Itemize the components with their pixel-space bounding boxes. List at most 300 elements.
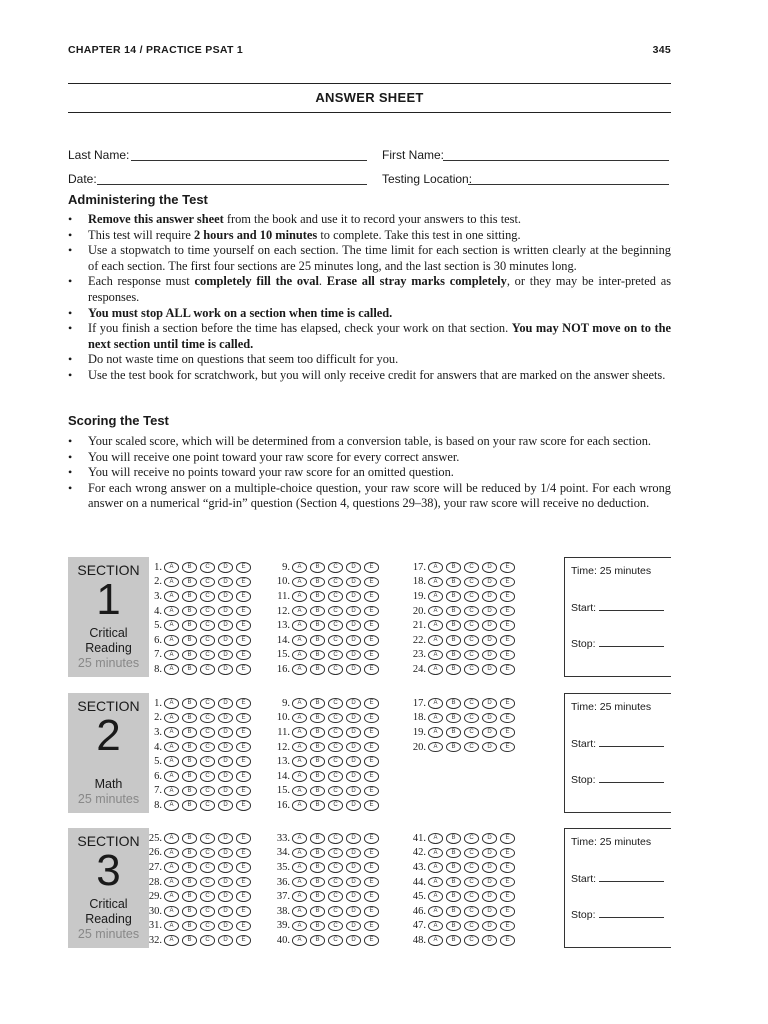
answer-bubble[interactable]: A <box>428 577 443 588</box>
answer-bubble[interactable]: A <box>164 562 179 573</box>
answer-bubble[interactable]: E <box>500 848 515 859</box>
answer-bubble[interactable]: C <box>200 833 215 844</box>
answer-bubble[interactable]: A <box>428 650 443 661</box>
answer-bubble[interactable]: B <box>182 862 197 873</box>
answer-bubble[interactable]: E <box>500 713 515 724</box>
answer-bubble[interactable]: A <box>292 698 307 709</box>
answer-bubble[interactable]: A <box>428 620 443 631</box>
answer-bubble[interactable]: A <box>292 756 307 767</box>
answer-bubble[interactable]: C <box>328 650 343 661</box>
answer-bubble[interactable]: E <box>236 650 251 661</box>
answer-bubble[interactable]: D <box>218 650 233 661</box>
answer-bubble[interactable]: D <box>346 935 361 946</box>
answer-bubble[interactable]: B <box>182 935 197 946</box>
answer-bubble[interactable]: B <box>310 606 325 617</box>
answer-bubble[interactable]: E <box>364 771 379 782</box>
answer-bubble[interactable]: D <box>482 698 497 709</box>
answer-bubble[interactable]: B <box>446 742 461 753</box>
answer-bubble[interactable]: C <box>464 620 479 631</box>
answer-bubble[interactable]: D <box>218 906 233 917</box>
answer-bubble[interactable]: A <box>164 650 179 661</box>
answer-bubble[interactable]: A <box>292 650 307 661</box>
answer-bubble[interactable]: E <box>364 921 379 932</box>
answer-bubble[interactable]: B <box>310 698 325 709</box>
answer-bubble[interactable]: E <box>364 727 379 738</box>
answer-bubble[interactable]: B <box>446 562 461 573</box>
answer-bubble[interactable]: A <box>292 713 307 724</box>
answer-bubble[interactable]: E <box>500 606 515 617</box>
answer-bubble[interactable]: B <box>310 577 325 588</box>
answer-bubble[interactable]: E <box>500 698 515 709</box>
answer-bubble[interactable]: A <box>164 713 179 724</box>
answer-bubble[interactable]: A <box>428 591 443 602</box>
answer-bubble[interactable]: A <box>428 877 443 888</box>
answer-bubble[interactable]: C <box>464 833 479 844</box>
answer-bubble[interactable]: C <box>464 727 479 738</box>
answer-bubble[interactable]: A <box>428 833 443 844</box>
answer-bubble[interactable]: E <box>236 833 251 844</box>
answer-bubble[interactable]: C <box>200 891 215 902</box>
start-field[interactable] <box>599 736 664 747</box>
answer-bubble[interactable]: E <box>500 562 515 573</box>
answer-bubble[interactable]: B <box>310 650 325 661</box>
answer-bubble[interactable]: D <box>482 848 497 859</box>
answer-bubble[interactable]: E <box>364 786 379 797</box>
answer-bubble[interactable]: C <box>464 935 479 946</box>
answer-bubble[interactable]: C <box>328 727 343 738</box>
answer-bubble[interactable]: C <box>464 877 479 888</box>
answer-bubble[interactable]: C <box>464 591 479 602</box>
answer-bubble[interactable]: D <box>346 577 361 588</box>
answer-bubble[interactable]: A <box>428 664 443 675</box>
answer-bubble[interactable]: A <box>164 786 179 797</box>
answer-bubble[interactable]: E <box>236 713 251 724</box>
answer-bubble[interactable]: A <box>164 862 179 873</box>
answer-bubble[interactable]: A <box>428 891 443 902</box>
answer-bubble[interactable]: A <box>164 771 179 782</box>
answer-bubble[interactable]: E <box>236 727 251 738</box>
answer-bubble[interactable]: B <box>446 833 461 844</box>
answer-bubble[interactable]: D <box>482 591 497 602</box>
answer-bubble[interactable]: B <box>182 698 197 709</box>
answer-bubble[interactable]: C <box>464 650 479 661</box>
answer-bubble[interactable]: E <box>364 577 379 588</box>
answer-bubble[interactable]: B <box>310 833 325 844</box>
answer-bubble[interactable]: D <box>346 771 361 782</box>
answer-bubble[interactable]: B <box>310 848 325 859</box>
answer-bubble[interactable]: B <box>182 771 197 782</box>
answer-bubble[interactable]: D <box>482 862 497 873</box>
answer-bubble[interactable]: E <box>364 862 379 873</box>
answer-bubble[interactable]: B <box>446 698 461 709</box>
answer-bubble[interactable]: C <box>328 606 343 617</box>
answer-bubble[interactable]: C <box>200 562 215 573</box>
start-field[interactable] <box>599 871 664 882</box>
answer-bubble[interactable]: A <box>164 848 179 859</box>
answer-bubble[interactable]: A <box>292 891 307 902</box>
answer-bubble[interactable]: C <box>464 906 479 917</box>
answer-bubble[interactable]: D <box>346 650 361 661</box>
answer-bubble[interactable]: A <box>428 935 443 946</box>
answer-bubble[interactable]: C <box>328 935 343 946</box>
answer-bubble[interactable]: B <box>182 664 197 675</box>
answer-bubble[interactable]: D <box>346 606 361 617</box>
answer-bubble[interactable]: E <box>236 756 251 767</box>
answer-bubble[interactable]: C <box>464 862 479 873</box>
answer-bubble[interactable]: B <box>182 620 197 631</box>
answer-bubble[interactable]: B <box>446 664 461 675</box>
answer-bubble[interactable]: D <box>482 921 497 932</box>
answer-bubble[interactable]: B <box>446 848 461 859</box>
answer-bubble[interactable]: D <box>218 771 233 782</box>
answer-bubble[interactable]: B <box>446 862 461 873</box>
answer-bubble[interactable]: C <box>328 620 343 631</box>
answer-bubble[interactable]: A <box>164 606 179 617</box>
answer-bubble[interactable]: A <box>292 606 307 617</box>
answer-bubble[interactable]: B <box>310 620 325 631</box>
answer-bubble[interactable]: D <box>346 906 361 917</box>
answer-bubble[interactable]: C <box>200 877 215 888</box>
answer-bubble[interactable]: B <box>182 650 197 661</box>
answer-bubble[interactable]: C <box>200 664 215 675</box>
answer-bubble[interactable]: E <box>364 650 379 661</box>
answer-bubble[interactable]: D <box>346 620 361 631</box>
answer-bubble[interactable]: D <box>482 833 497 844</box>
answer-bubble[interactable]: E <box>364 742 379 753</box>
answer-bubble[interactable]: D <box>218 562 233 573</box>
answer-bubble[interactable]: E <box>364 620 379 631</box>
answer-bubble[interactable]: D <box>482 906 497 917</box>
stop-field[interactable] <box>599 636 664 647</box>
answer-bubble[interactable]: E <box>364 713 379 724</box>
answer-bubble[interactable]: A <box>428 713 443 724</box>
answer-bubble[interactable]: A <box>428 921 443 932</box>
answer-bubble[interactable]: B <box>182 606 197 617</box>
answer-bubble[interactable]: A <box>164 591 179 602</box>
answer-bubble[interactable]: D <box>482 891 497 902</box>
answer-bubble[interactable]: D <box>218 833 233 844</box>
answer-bubble[interactable]: B <box>310 713 325 724</box>
answer-bubble[interactable]: E <box>500 664 515 675</box>
answer-bubble[interactable]: B <box>446 606 461 617</box>
answer-bubble[interactable]: E <box>236 877 251 888</box>
answer-bubble[interactable]: E <box>364 635 379 646</box>
answer-bubble[interactable]: D <box>346 800 361 811</box>
answer-bubble[interactable]: B <box>310 664 325 675</box>
answer-bubble[interactable]: C <box>200 848 215 859</box>
answer-bubble[interactable]: B <box>310 935 325 946</box>
answer-bubble[interactable]: A <box>292 742 307 753</box>
answer-bubble[interactable]: B <box>310 591 325 602</box>
answer-bubble[interactable]: E <box>500 862 515 873</box>
answer-bubble[interactable]: D <box>482 935 497 946</box>
answer-bubble[interactable]: A <box>164 742 179 753</box>
answer-bubble[interactable]: C <box>328 786 343 797</box>
answer-bubble[interactable]: C <box>328 862 343 873</box>
answer-bubble[interactable]: A <box>292 635 307 646</box>
answer-bubble[interactable]: D <box>346 742 361 753</box>
answer-bubble[interactable]: B <box>446 591 461 602</box>
answer-bubble[interactable]: C <box>328 800 343 811</box>
answer-bubble[interactable]: D <box>346 756 361 767</box>
answer-bubble[interactable]: B <box>446 906 461 917</box>
answer-bubble[interactable]: E <box>236 891 251 902</box>
answer-bubble[interactable]: E <box>236 635 251 646</box>
answer-bubble[interactable]: C <box>200 635 215 646</box>
answer-bubble[interactable]: D <box>346 727 361 738</box>
answer-bubble[interactable]: E <box>236 698 251 709</box>
answer-bubble[interactable]: D <box>218 620 233 631</box>
answer-bubble[interactable]: E <box>236 862 251 873</box>
answer-bubble[interactable]: A <box>164 698 179 709</box>
answer-bubble[interactable]: D <box>482 620 497 631</box>
answer-bubble[interactable]: E <box>364 664 379 675</box>
answer-bubble[interactable]: A <box>292 577 307 588</box>
answer-bubble[interactable]: A <box>164 921 179 932</box>
answer-bubble[interactable]: B <box>182 877 197 888</box>
answer-bubble[interactable]: A <box>164 756 179 767</box>
answer-bubble[interactable]: E <box>364 848 379 859</box>
answer-bubble[interactable]: A <box>164 833 179 844</box>
answer-bubble[interactable]: B <box>182 713 197 724</box>
answer-bubble[interactable]: D <box>346 921 361 932</box>
answer-bubble[interactable]: C <box>464 848 479 859</box>
answer-bubble[interactable]: C <box>328 577 343 588</box>
answer-bubble[interactable]: D <box>346 833 361 844</box>
answer-bubble[interactable]: D <box>482 635 497 646</box>
answer-bubble[interactable]: A <box>164 800 179 811</box>
answer-bubble[interactable]: B <box>310 786 325 797</box>
answer-bubble[interactable]: B <box>182 921 197 932</box>
answer-bubble[interactable]: B <box>446 635 461 646</box>
answer-bubble[interactable]: B <box>310 800 325 811</box>
answer-bubble[interactable]: C <box>200 921 215 932</box>
answer-bubble[interactable]: D <box>482 877 497 888</box>
answer-bubble[interactable]: E <box>236 771 251 782</box>
answer-bubble[interactable]: E <box>236 921 251 932</box>
answer-bubble[interactable]: E <box>364 606 379 617</box>
answer-bubble[interactable]: D <box>346 862 361 873</box>
answer-bubble[interactable]: E <box>500 921 515 932</box>
answer-bubble[interactable]: C <box>328 906 343 917</box>
answer-bubble[interactable]: E <box>500 635 515 646</box>
answer-bubble[interactable]: B <box>310 877 325 888</box>
answer-bubble[interactable]: C <box>200 771 215 782</box>
answer-bubble[interactable]: A <box>164 727 179 738</box>
answer-bubble[interactable]: C <box>464 698 479 709</box>
date-field[interactable] <box>97 184 367 185</box>
answer-bubble[interactable]: C <box>200 577 215 588</box>
answer-bubble[interactable]: C <box>328 848 343 859</box>
answer-bubble[interactable]: A <box>164 877 179 888</box>
answer-bubble[interactable]: A <box>164 891 179 902</box>
answer-bubble[interactable]: C <box>200 606 215 617</box>
answer-bubble[interactable]: E <box>500 591 515 602</box>
answer-bubble[interactable]: C <box>200 906 215 917</box>
stop-field[interactable] <box>599 772 664 783</box>
answer-bubble[interactable]: C <box>328 635 343 646</box>
answer-bubble[interactable]: B <box>182 800 197 811</box>
answer-bubble[interactable]: E <box>364 877 379 888</box>
answer-bubble[interactable]: A <box>428 606 443 617</box>
answer-bubble[interactable]: C <box>328 921 343 932</box>
testing-location-field[interactable] <box>468 184 669 185</box>
answer-bubble[interactable]: A <box>292 786 307 797</box>
answer-bubble[interactable]: A <box>428 742 443 753</box>
answer-bubble[interactable]: B <box>182 591 197 602</box>
answer-bubble[interactable]: A <box>292 620 307 631</box>
answer-bubble[interactable]: A <box>164 906 179 917</box>
answer-bubble[interactable]: C <box>464 713 479 724</box>
answer-bubble[interactable]: B <box>310 921 325 932</box>
answer-bubble[interactable]: C <box>328 562 343 573</box>
answer-bubble[interactable]: B <box>182 906 197 917</box>
answer-bubble[interactable]: D <box>346 635 361 646</box>
answer-bubble[interactable]: A <box>292 877 307 888</box>
answer-bubble[interactable]: B <box>446 921 461 932</box>
answer-bubble[interactable]: B <box>182 891 197 902</box>
answer-bubble[interactable]: A <box>292 664 307 675</box>
answer-bubble[interactable]: D <box>482 562 497 573</box>
stop-field[interactable] <box>599 907 664 918</box>
answer-bubble[interactable]: D <box>218 756 233 767</box>
answer-bubble[interactable]: D <box>218 935 233 946</box>
answer-bubble[interactable]: C <box>200 650 215 661</box>
answer-bubble[interactable]: B <box>310 862 325 873</box>
answer-bubble[interactable]: C <box>464 606 479 617</box>
answer-bubble[interactable]: E <box>364 591 379 602</box>
answer-bubble[interactable]: D <box>482 727 497 738</box>
answer-bubble[interactable]: E <box>364 935 379 946</box>
answer-bubble[interactable]: C <box>328 891 343 902</box>
answer-bubble[interactable]: D <box>218 786 233 797</box>
answer-bubble[interactable]: B <box>310 906 325 917</box>
answer-bubble[interactable]: D <box>346 664 361 675</box>
answer-bubble[interactable]: D <box>218 713 233 724</box>
answer-bubble[interactable]: A <box>292 848 307 859</box>
answer-bubble[interactable]: B <box>310 635 325 646</box>
answer-bubble[interactable]: A <box>292 591 307 602</box>
answer-bubble[interactable]: B <box>446 877 461 888</box>
answer-bubble[interactable]: E <box>236 664 251 675</box>
answer-bubble[interactable]: A <box>428 906 443 917</box>
answer-bubble[interactable]: A <box>164 620 179 631</box>
answer-bubble[interactable]: A <box>428 635 443 646</box>
answer-bubble[interactable]: D <box>218 606 233 617</box>
answer-bubble[interactable]: B <box>182 635 197 646</box>
answer-bubble[interactable]: D <box>346 877 361 888</box>
answer-bubble[interactable]: B <box>182 727 197 738</box>
answer-bubble[interactable]: D <box>346 698 361 709</box>
answer-bubble[interactable]: A <box>292 771 307 782</box>
answer-bubble[interactable]: C <box>200 727 215 738</box>
answer-bubble[interactable]: E <box>500 727 515 738</box>
answer-bubble[interactable]: E <box>500 877 515 888</box>
answer-bubble[interactable]: D <box>346 713 361 724</box>
answer-bubble[interactable]: D <box>482 606 497 617</box>
answer-bubble[interactable]: C <box>200 786 215 797</box>
answer-bubble[interactable]: B <box>182 562 197 573</box>
answer-bubble[interactable]: E <box>236 800 251 811</box>
answer-bubble[interactable]: B <box>182 756 197 767</box>
answer-bubble[interactable]: C <box>464 742 479 753</box>
answer-bubble[interactable]: C <box>200 742 215 753</box>
answer-bubble[interactable]: B <box>182 742 197 753</box>
answer-bubble[interactable]: C <box>328 698 343 709</box>
answer-bubble[interactable]: C <box>464 921 479 932</box>
answer-bubble[interactable]: E <box>500 891 515 902</box>
answer-bubble[interactable]: A <box>164 664 179 675</box>
answer-bubble[interactable]: D <box>218 742 233 753</box>
answer-bubble[interactable]: D <box>346 562 361 573</box>
answer-bubble[interactable]: D <box>346 786 361 797</box>
answer-bubble[interactable]: B <box>446 935 461 946</box>
answer-bubble[interactable]: C <box>328 664 343 675</box>
answer-bubble[interactable]: C <box>464 635 479 646</box>
answer-bubble[interactable]: B <box>446 891 461 902</box>
answer-bubble[interactable]: C <box>328 771 343 782</box>
answer-bubble[interactable]: D <box>218 800 233 811</box>
answer-bubble[interactable]: A <box>292 906 307 917</box>
answer-bubble[interactable]: B <box>182 786 197 797</box>
answer-bubble[interactable]: A <box>292 562 307 573</box>
answer-bubble[interactable]: D <box>346 591 361 602</box>
answer-bubble[interactable]: C <box>464 562 479 573</box>
answer-bubble[interactable]: D <box>218 577 233 588</box>
answer-bubble[interactable]: C <box>200 935 215 946</box>
answer-bubble[interactable]: D <box>218 862 233 873</box>
answer-bubble[interactable]: C <box>200 620 215 631</box>
answer-bubble[interactable]: D <box>346 891 361 902</box>
first-name-field[interactable] <box>443 160 669 161</box>
answer-bubble[interactable]: D <box>218 591 233 602</box>
answer-bubble[interactable]: D <box>218 921 233 932</box>
answer-bubble[interactable]: A <box>164 935 179 946</box>
answer-bubble[interactable]: E <box>364 562 379 573</box>
answer-bubble[interactable]: C <box>464 891 479 902</box>
answer-bubble[interactable]: C <box>200 591 215 602</box>
answer-bubble[interactable]: A <box>292 862 307 873</box>
answer-bubble[interactable]: D <box>218 891 233 902</box>
answer-bubble[interactable]: B <box>310 727 325 738</box>
answer-bubble[interactable]: A <box>292 800 307 811</box>
answer-bubble[interactable]: D <box>218 698 233 709</box>
answer-bubble[interactable]: E <box>236 906 251 917</box>
answer-bubble[interactable]: E <box>236 606 251 617</box>
answer-bubble[interactable]: B <box>446 713 461 724</box>
answer-bubble[interactable]: C <box>464 577 479 588</box>
answer-bubble[interactable]: E <box>364 891 379 902</box>
answer-bubble[interactable]: E <box>500 935 515 946</box>
answer-bubble[interactable]: D <box>482 650 497 661</box>
answer-bubble[interactable]: C <box>328 742 343 753</box>
answer-bubble[interactable]: E <box>500 906 515 917</box>
answer-bubble[interactable]: A <box>428 562 443 573</box>
answer-bubble[interactable]: E <box>500 742 515 753</box>
answer-bubble[interactable]: A <box>428 727 443 738</box>
answer-bubble[interactable]: E <box>236 742 251 753</box>
answer-bubble[interactable]: B <box>446 650 461 661</box>
answer-bubble[interactable]: C <box>328 713 343 724</box>
answer-bubble[interactable]: B <box>182 833 197 844</box>
answer-bubble[interactable]: E <box>364 756 379 767</box>
answer-bubble[interactable]: A <box>428 848 443 859</box>
answer-bubble[interactable]: E <box>236 620 251 631</box>
answer-bubble[interactable]: B <box>310 742 325 753</box>
answer-bubble[interactable]: B <box>310 891 325 902</box>
answer-bubble[interactable]: C <box>328 756 343 767</box>
answer-bubble[interactable]: A <box>164 577 179 588</box>
